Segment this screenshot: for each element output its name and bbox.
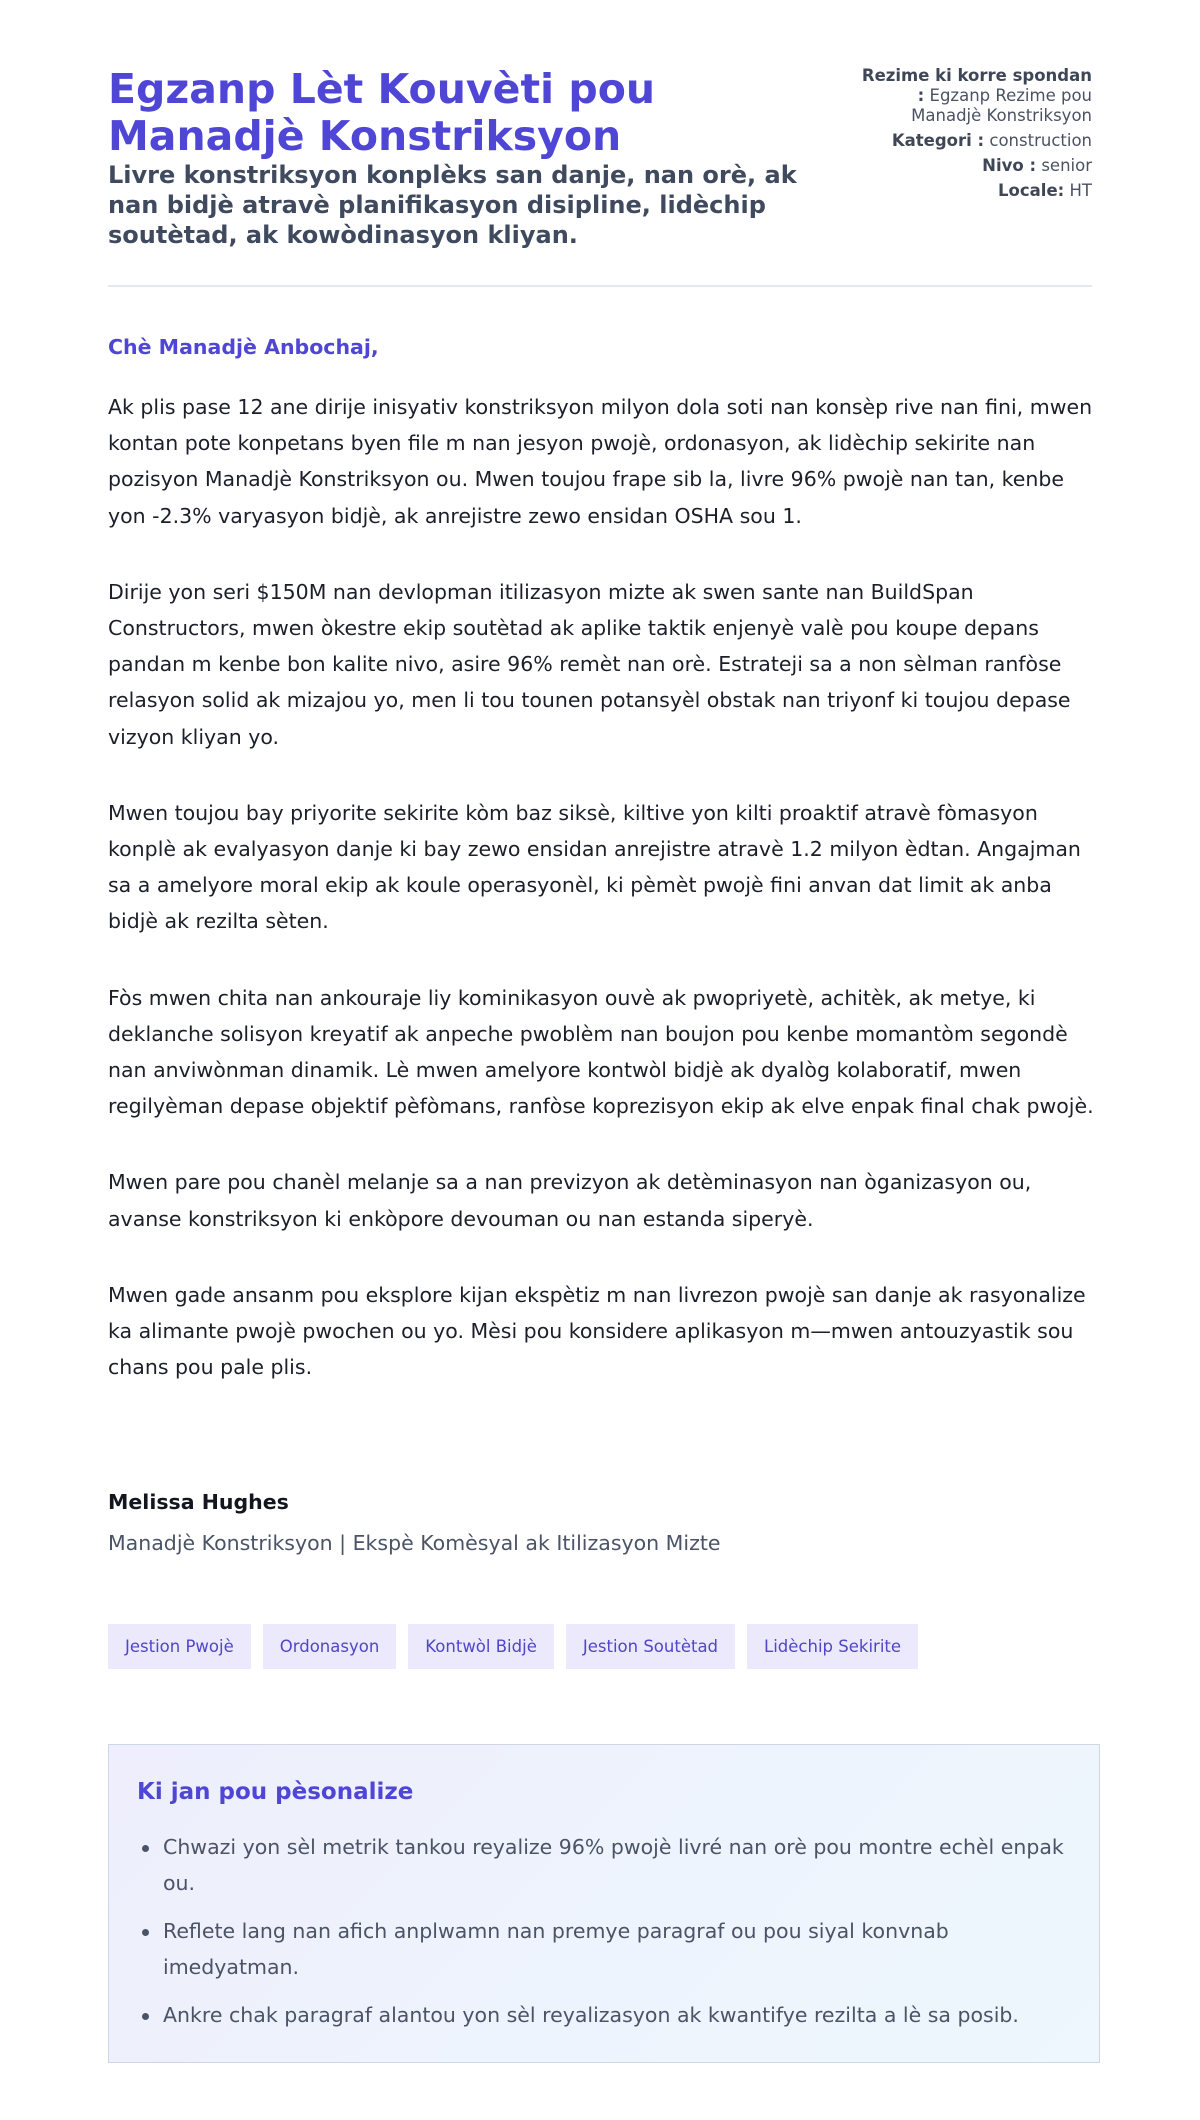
header [108,66,1092,286]
letter-paragraph: Mwen pare pou chanèl melanje sa a nan previzyon ak detèminasyon nan òganizasyon ou, avanse konstriksyon ki enkòpore devouman ou nan estanda siperyè. [108,1170,1032,1231]
letter-paragraph: Fòs mwen chita nan ankouraje liy kominikasyon ouvè ak pwopriyetè, achitèk, ak metye, ki deklanche solisyon kreyatif ak anpeche pwoblèm nan boujon pou kenbe momantòm segondè nan anviwònman dinamik. Lè mwen amelyore kontwòl bidjè ak dyalòg kolaboratif, mwen regilyèman depase objektif pèfòmans, ranfòse koprezisyon ekip ak elve enpak final chak pwojè. [108,985,1094,1119]
signature-role: Manadjè Konstriksyon | Ekspè Komèsyal ak Itilizasyon Mizte [108,1531,721,1555]
tip-item: Reflete lang nan afich anplwamn nan premye paragraf ou pou siyal konvnab imedyatman. [163,1913,1071,1985]
customization-tips-box [108,1744,1100,2063]
meta-locale-label: Locale: [998,181,1065,200]
letter-paragraph: Mwen toujou bay priyorite sekirite kòm baz siksè, kiltive yon kilti proaktif atravè fòmasyon konplè ak evalyasyon danje ki bay zewo ensidan anrejistre atravè 1.2 milyon èdtan. Angajman sa a amelyore moral ekip ak koule operasyonèl, ki pèmèt pwojè fini anvan dat limit ak anba bidjè ak rezilta sèten. [108,800,1081,934]
meta-category [852,131,1092,151]
salutation: Chè Manadjè Anbochaj, [108,335,379,359]
letter-paragraph: Mwen gade ansanm pou eksplore kijan ekspètiz m nan livrezon pwojè san danje ak rasyonalize ka alimante pwojè pwochen ou yo. Mèsi pou konsidere aplikasyon m—mwen antouzyastik sou chans pou pale plis. [108,1282,1086,1380]
meta-resume-value[interactable]: Egzanp Rezime pou Manadjè Konstriksyon [911,86,1092,125]
tip-item: Ankre chak paragraf alantou yon sèl reyalizasyon ak kwantifye rezilta a lè sa posib. [163,1997,1071,2033]
tip-item: Chwazi yon sèl metrik tankou reyalize 96% pwojè livré nan orè pou montre echèl enpak ou. [163,1829,1071,1901]
skill-tag: Jestion Pwojè [108,1624,251,1669]
signature-name: Melissa Hughes [108,1490,289,1514]
meta-level-label: Nivo : [982,156,1037,175]
skill-tags [108,1624,918,1669]
meta-locale-value: HT [1069,181,1092,200]
skill-tag: Lidèchip Sekirite [747,1624,918,1669]
header-divider [108,285,1092,287]
letter-paragraph: Ak plis pase 12 ane dirije inisyativ konstriksyon milyon dola soti nan konsèp rive nan fini, mwen kontan pote konpetans byen file m nan jesyon pwojè, ordonasyon, ak lidèchip sekirite nan pozisyon Manadjè Konstriksyon ou. Mwen toujou frape sib la, livre 96% pwojè nan tan, kenbe yon -2.3% varyasyon bidjè, ak anrejistre zewo ensidan OSHA sou 1. [108,395,1093,528]
meta-resume-label: Rezime ki korre spondan : [861,66,1092,105]
meta-resume [852,66,1092,126]
tips-list [137,1829,1071,2033]
meta-locale [852,181,1092,201]
meta-category-label: Kategori : [891,131,985,150]
page-title: Egzanp Lèt Kouvèti pou Manadjè Konstriksyon [108,65,656,160]
skill-tag: Kontwòl Bidjè [408,1624,554,1669]
tips-title: Ki jan pou pèsonalize [137,1779,414,1805]
letter-paragraph: Dirije yon seri $150M nan devlopman itilizasyon mizte ak swen sante nan BuildSpan Constructors, mwen òkestre ekip soutètad ak aplike taktik enjenyè valè pou koupe depans pandan m kenbe bon kalite nivo, asire 96% remèt nan orè. Estrateji sa a non sèlman ranfòse relasyon solid ak mizajou yo, men li tou tounen potansyèl obstak nan triyonf ki toujou depase vizyon kliyan yo. [108,579,1071,749]
skill-tag: Jestion Soutètad [566,1624,735,1669]
skill-tag: Ordonasyon [263,1624,397,1669]
meta-level [852,156,1092,176]
page-subtitle: Livre konstriksyon konplèks san danje, nan orè, ak nan bidjè atravè planifikasyon disipline, lidèchip soutètad, ak kowòdinasyon kliyan. [108,161,797,249]
meta-panel [852,66,1092,206]
meta-level-value: senior [1041,156,1092,175]
letter-body [108,389,1098,1425]
meta-category-value: construction [989,131,1092,150]
